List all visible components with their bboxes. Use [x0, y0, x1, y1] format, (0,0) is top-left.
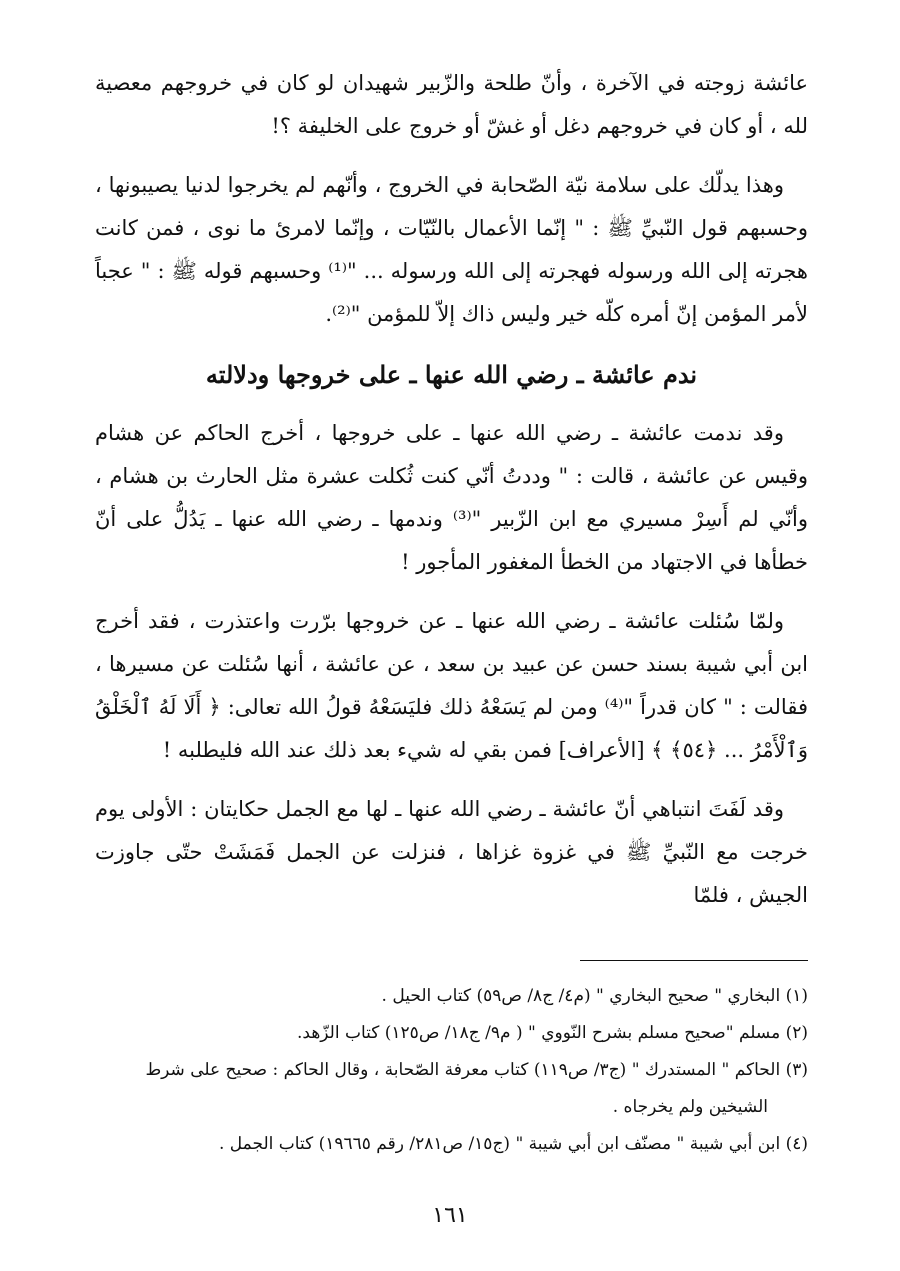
- footnote-3-line-2: الشيخين ولم يخرجاه .: [612, 1097, 768, 1117]
- footnote-3-line-1: (٣) الحاكم " المستدرك " (ج٣/ ص١١٩) كتاب معرفة الصّحابة ، وقال الحاكم : صحيح على شرط: [145, 1060, 808, 1080]
- footnote-2: (٢) مسلم "صحيح مسلم بشرح النّووي " ( م٩/ ج١٨/ ص١٢٥) كتاب الزّهد.: [297, 1023, 808, 1043]
- footnotes: [95, 978, 808, 1163]
- footnote-divider: [580, 960, 808, 961]
- paragraph-1: عائشة زوجته في الآخرة ، وأنّ طلحة والزّبير شهيدان لو كان في خروجهم معصية لله ، أو كان في خروجهم دغل أو غشّ أو خروج على الخليفة ؟!: [95, 71, 808, 138]
- paragraph-5: وقد لَفَتَ انتباهي أنّ عائشة ـ رضي الله عنها ـ لها مع الجمل حكايتان : الأولى يوم خرجت مع النّبيِّ ﷺ في غزوة غزاها ، فنزلت عن الجمل فَمَشَتْ حتّى جاوزت الجيش ، فلمّا: [95, 797, 808, 907]
- footnote-3: [95, 1052, 808, 1126]
- paragraph-2: وهذا يدلّك على سلامة نيّة الصّحابة في الخروج ، وأنّهم لم يخرجوا لدنيا يصيبونها ، وحسبهم قول النّبيِّ ﷺ : " إنّما الأعمال بالنّيّات ، وإنّما لامرئ ما نوى ، فمن كانت هجرته إلى الله ورسوله فهجرته إلى الله ورسوله ... "⁽¹⁾ وحسبهم قوله ﷺ : " عجباً لأمر المؤمن إنّ أمره كلّه خير وليس ذاك إلاّ للمؤمن "⁽²⁾.: [95, 173, 808, 326]
- footnote-4: (٤) ابن أبي شيبة " مصنّف ابن أبي شيبة " (ج١٥/ ص٢٨١/ رقم ١٩٦٦٥) كتاب الجمل .: [219, 1134, 808, 1154]
- paragraph-4: ولمّا سُئلت عائشة ـ رضي الله عنها ـ عن خروجها برّرت واعتذرت ، فقد أخرج ابن أبي شيبة بسند حسن عن عبيد بن سعد ، عن عائشة ، أنها سُئلت عن مسيرها ، فقالت : " كان قدراً "⁽⁴⁾ ومن لم يَسَعْهُ ذلك فليَسَعْهُ قولُ الله تعالى: ﴿ أَلَا لَهُ ٱلْخَلْقُ وَٱلْأَمْرُ ... ﴿٥٤﴾ ﴾ [الأعراف] فمن بقي له شيء بعد ذلك عند الله فليطلبه !: [95, 609, 808, 762]
- section-heading: ندم عائشة ـ رضي الله عنها ـ على خروجها ودلالته: [205, 360, 698, 389]
- main-text: [95, 62, 808, 933]
- footnote-1: (١) البخاري " صحيح البخاري " (م٤/ ج٨/ ص٥٩) كتاب الحيل .: [381, 986, 808, 1006]
- page-number: ١٦١: [432, 1203, 468, 1228]
- paragraph-3: وقد ندمت عائشة ـ رضي الله عنها ـ على خروجها ، أخرج الحاكم عن هشام وقيس عن عائشة ، قالت : " وددتُ أنّي كنت ثُكلت عشرة مثل الحارث بن هشام ، وأنّي لم أَسِرْ مسيري مع ابن الزّبير "⁽³⁾ وندمها ـ رضي الله عنها ـ يَدُلُّ على أنّ خطأها في الاجتهاد من الخطأ المغفور المأجور !: [95, 421, 809, 574]
